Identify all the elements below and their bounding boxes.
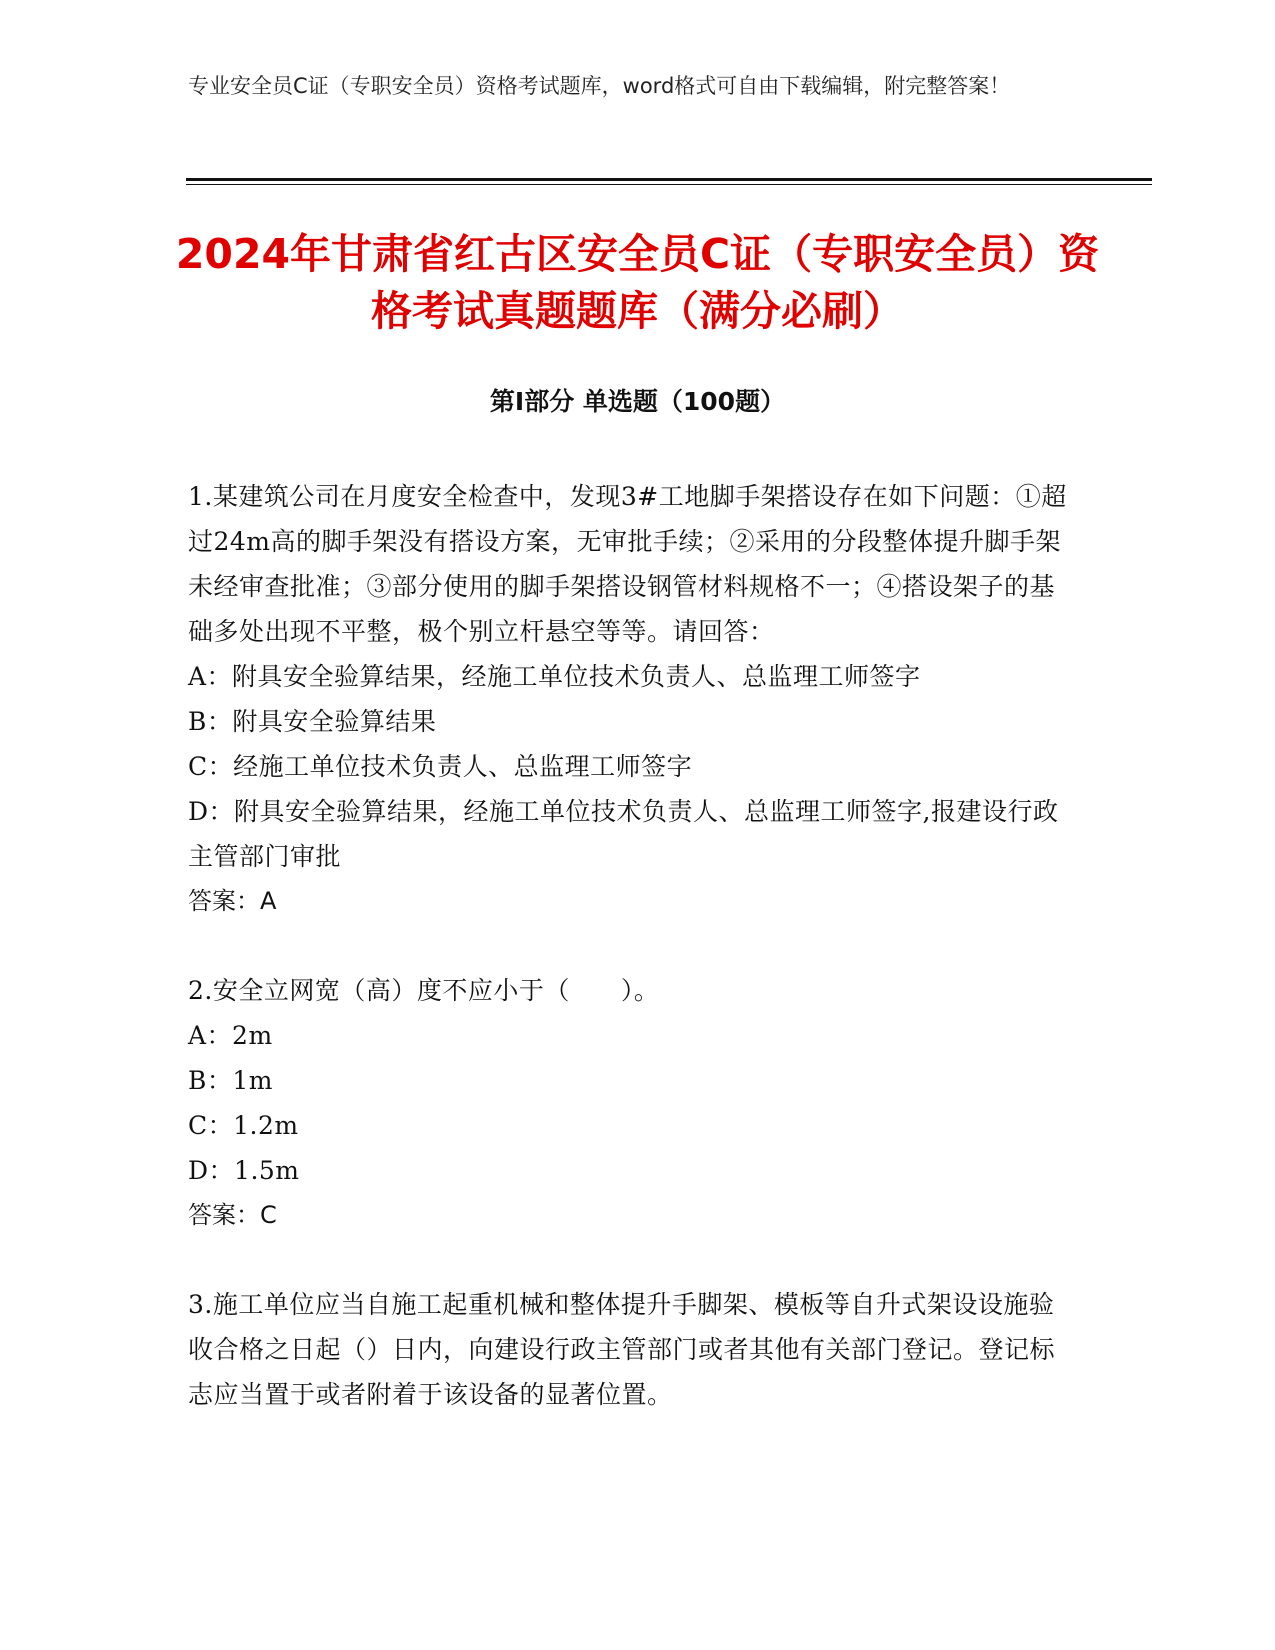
option-c: C：经施工单位技术负责人、总监理工师签字 [188,752,693,781]
header-divider-thin [186,184,1152,185]
question-1 [188,474,1068,924]
section-title: 第Ⅰ部分 单选题（100题） [489,387,786,416]
option-d: D：附具安全验算结果，经施工单位技术负责人、总监理工师签字,报建设行政主管部门审批 [188,797,1059,871]
question-stem: 2.安全立网宽（高）度不应小于（ ）。 [188,976,660,1005]
option-c: C：1.2m [188,1111,299,1140]
header-note: 专业安全员C证（专职安全员）资格考试题库，word格式可自由下载编辑，附完整答案！ [188,74,1011,98]
question-stem: 3.施工单位应当自施工起重机械和整体提升手脚架、模板等自升式架设设施验收合格之日起（）日内，向建设行政主管部门或者其他有关部门登记。登记标志应当置于或者附着于该设备的显著位置。 [188,1290,1056,1409]
option-a: A：附具安全验算结果，经施工单位技术负责人、总监理工师签字 [188,662,921,691]
option-b: B：1m [188,1066,273,1095]
option-b: B：附具安全验算结果 [188,707,437,736]
answer: 答案：A [188,887,277,915]
header-divider-thick [186,178,1152,181]
question-list [188,474,1068,1461]
question-2 [188,968,1068,1238]
document-title: 2024年甘肃省红古区安全员C证（专职安全员）资格考试真题题库（满分必刷） [175,230,1100,335]
question-3 [188,1282,1068,1417]
question-stem: 1.某建筑公司在月度安全检查中，发现3#工地脚手架搭设存在如下问题：①超过24m高的脚手架没有搭设方案，无审批手续；②采用的分段整体提升脚手架未经审查批准；③部分使用的脚手架搭设钢管材料规格不一；④搭设架子的基础多处出现不平整，极个别立杆悬空等等。请回答： [188,482,1067,646]
answer: 答案：C [188,1201,277,1229]
option-d: D：1.5m [188,1156,300,1185]
option-a: A：2m [188,1021,273,1050]
